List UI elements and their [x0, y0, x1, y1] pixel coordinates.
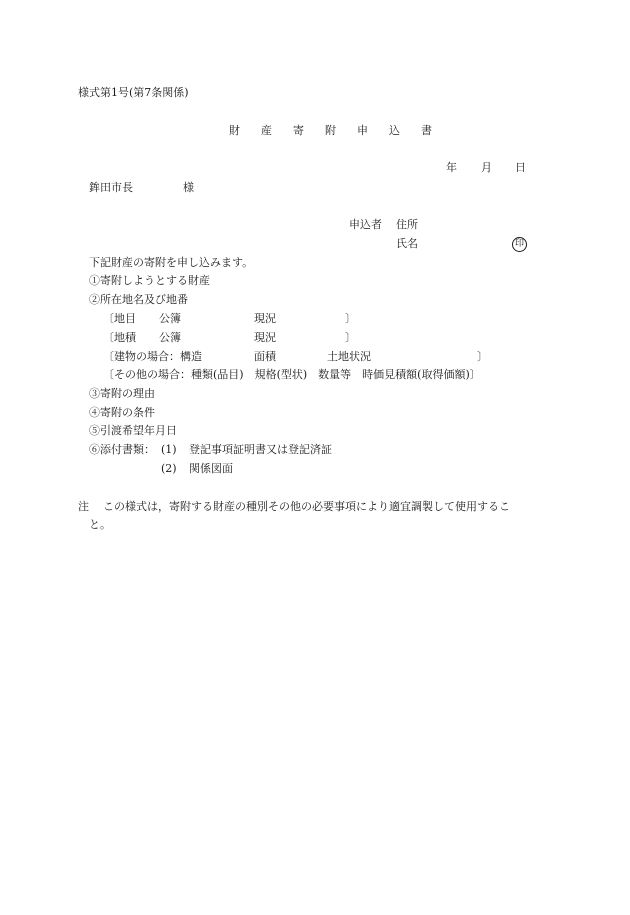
seal-mark — [512, 236, 527, 252]
building-land-status: 土地状況 — [327, 350, 371, 363]
title-char: 込 — [389, 124, 400, 137]
title-char: 産 — [261, 124, 272, 137]
title-char: 財 — [229, 124, 240, 137]
attachment-1-num: (1) — [161, 443, 177, 456]
attachments-label: ⑥添付書類： — [89, 443, 155, 456]
land-category-current: 現況 — [254, 312, 276, 325]
other-property: 〔その他の場合：種類(品目) 規格(型状) 数量等 時価見積額(取得価額)〕 — [103, 368, 481, 381]
note-label: 注 — [78, 500, 89, 513]
applicant-label: 申込者 — [349, 218, 382, 231]
item-conditions: ④寄附の条件 — [89, 406, 155, 419]
date-month: 月 — [481, 161, 492, 174]
title-char: 申 — [357, 124, 368, 137]
land-area-open: 〔地積 — [103, 331, 136, 344]
applicant-address-label: 住所 — [396, 218, 418, 231]
attachment-2: 関係図面 — [189, 462, 233, 475]
building-open: 〔建物の場合：構造 — [103, 350, 202, 363]
title-char: 附 — [325, 124, 336, 137]
building-area: 面積 — [254, 350, 276, 363]
item-handover-date: ⑤引渡希望年月日 — [89, 424, 177, 437]
form-number: 様式第1号(第7条関係) — [78, 86, 189, 99]
item-property: ①寄附しようとする財産 — [89, 274, 210, 287]
note-line-2: と。 — [89, 518, 111, 531]
building-close: 〕 — [477, 350, 488, 363]
attachment-2-num: (2) — [161, 462, 177, 475]
land-category-registry: 公簿 — [159, 312, 181, 325]
seal-icon: 印 — [512, 237, 527, 252]
applicant-name-label: 氏名 — [396, 237, 418, 250]
note-line-1: この様式は，寄附する財産の種別その他の必要事項により適宜調製して使用するこ — [103, 500, 510, 513]
land-area-current: 現況 — [254, 331, 276, 344]
land-area-registry: 公簿 — [159, 331, 181, 344]
land-category-open: 〔地目 — [103, 312, 136, 325]
form-title — [229, 124, 432, 138]
title-char: 書 — [421, 124, 432, 137]
title-char: 寄 — [293, 124, 304, 137]
land-category-close: 〕 — [345, 312, 356, 325]
date-day: 日 — [515, 161, 526, 174]
attachment-1: 登記事項証明書又は登記済証 — [189, 443, 332, 456]
addressee-honorific: 様 — [183, 181, 194, 194]
item-location: ②所在地名及び地番 — [89, 293, 188, 306]
item-reason: ③寄附の理由 — [89, 387, 155, 400]
intro-text: 下記財産の寄附を申し込みます。 — [89, 256, 254, 269]
addressee-name: 鉾田市長 — [89, 181, 133, 194]
date-year: 年 — [446, 161, 457, 174]
land-area-close: 〕 — [345, 331, 356, 344]
